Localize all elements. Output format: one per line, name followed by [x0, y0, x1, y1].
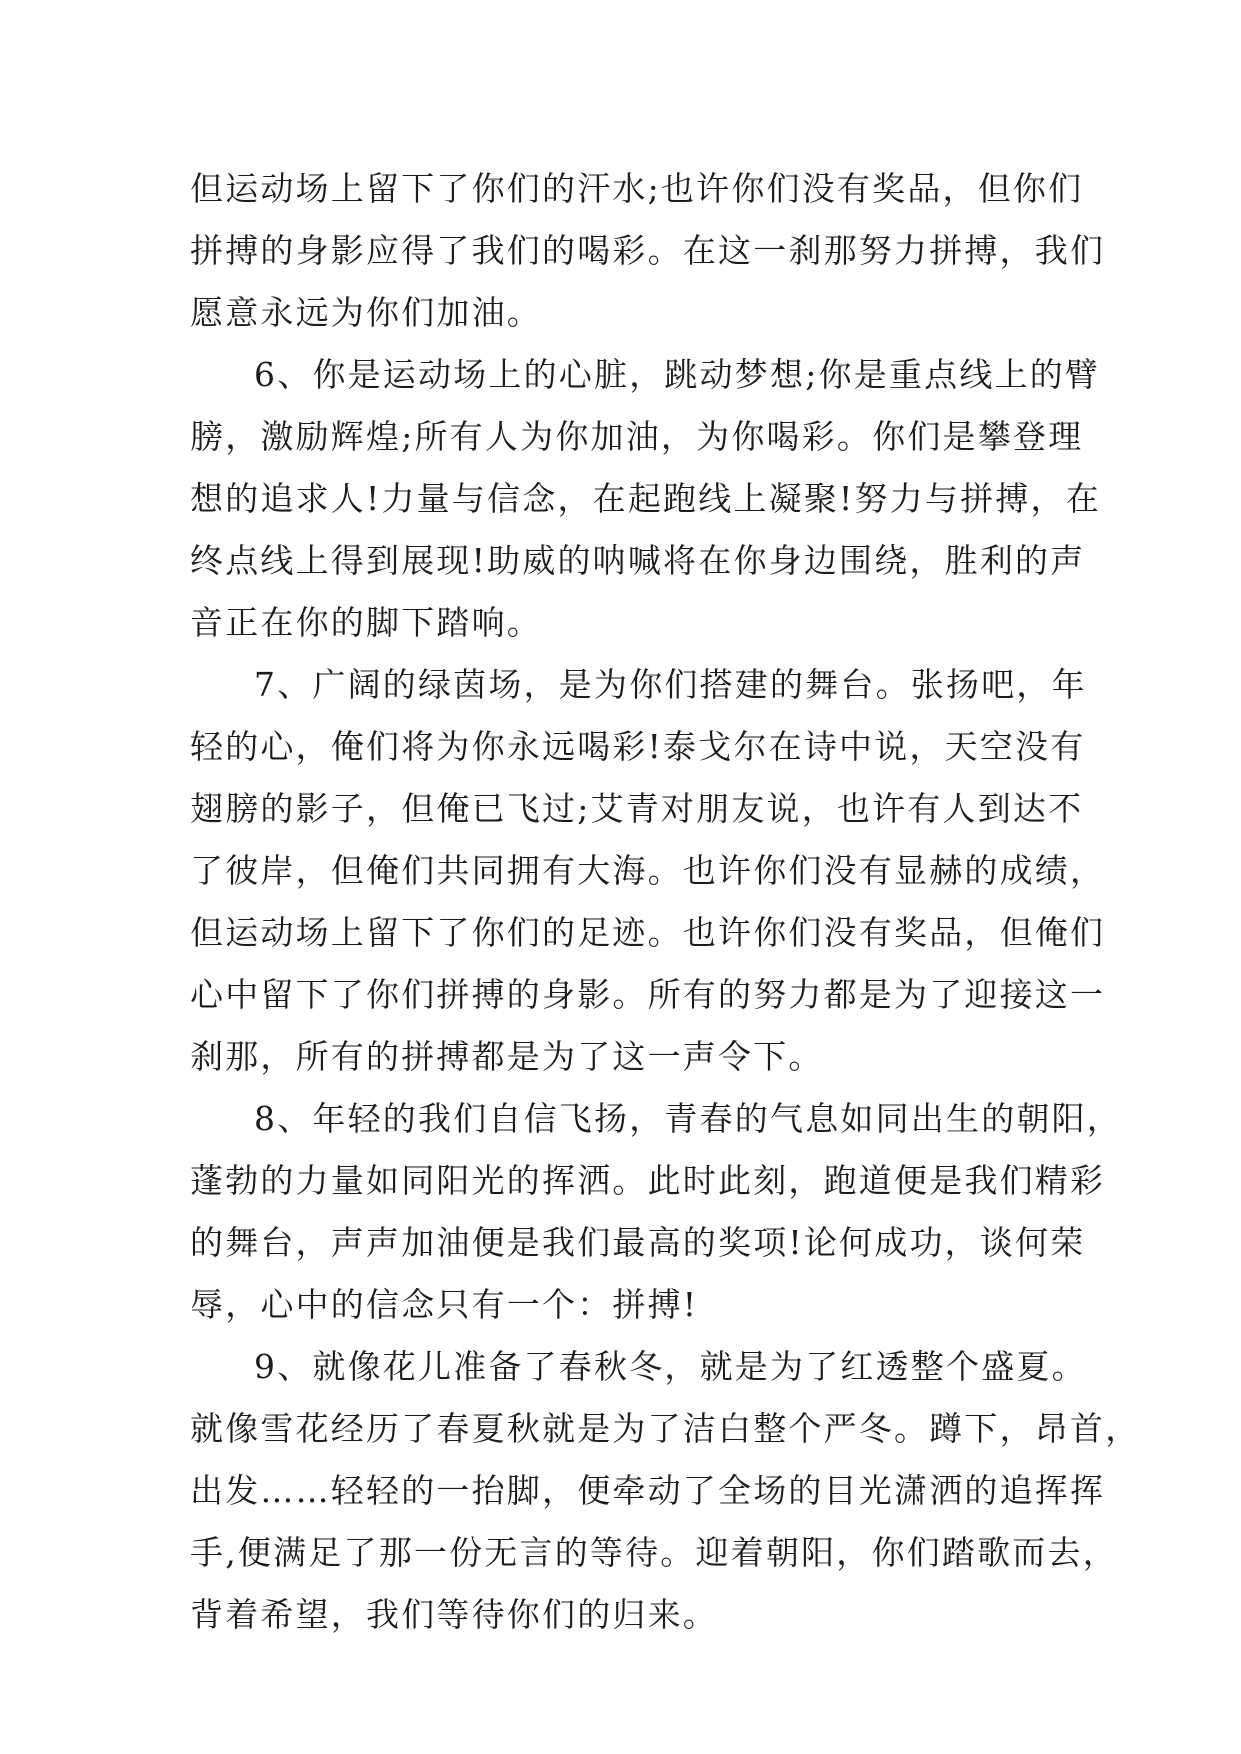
- paragraph-7-start: 7、广阔的绿茵场，是为你们搭建的舞台。张扬吧，年: [254, 665, 1087, 704]
- text-line: 了彼岸，但俺们共同拥有大海。也许你们没有显赫的成绩，: [190, 851, 1106, 890]
- text-line: 心中留下了你们拼搏的身影。所有的努力都是为了迎接这一: [190, 975, 1106, 1014]
- body-text: [190, 158, 1141, 1646]
- text-line: 但运动场上留下了你们的汗水;也许你们没有奖品，但你们: [190, 169, 1084, 208]
- text-line: 愿意永远为你们加油。: [190, 293, 542, 332]
- paragraph-8-start: 8、年轻的我们自信飞扬，青春的气息如同出生的朝阳，: [254, 1099, 1122, 1138]
- text-line: 出发……轻轻的一抬脚，便牵动了全场的目光潇洒的追挥挥: [190, 1471, 1106, 1510]
- text-line: 轻的心，俺们将为你永远喝彩!泰戈尔在诗中说，天空没有: [190, 727, 1086, 766]
- text-line: 就像雪花经历了春夏秋就是为了洁白整个严冬。蹲下，昂首，: [190, 1409, 1141, 1448]
- text-line: 但运动场上留下了你们的足迹。也许你们没有奖品，但俺们: [190, 913, 1106, 952]
- text-line: 刹那，所有的拼搏都是为了这一声令下。: [190, 1037, 824, 1076]
- text-line: 终点线上得到展现!助威的呐喊将在你身边围绕，胜利的声: [190, 541, 1086, 580]
- text-line: 手,便满足了那一份无言的等待。迎着朝阳，你们踏歌而去，: [190, 1533, 1118, 1572]
- text-line: 拼搏的身影应得了我们的喝彩。在这一刹那努力拼搏，我们: [190, 231, 1106, 270]
- paragraph-6-start: 6、你是运动场上的心脏，跳动梦想;你是重点线上的臂: [254, 355, 1101, 394]
- text-line: 背着希望，我们等待你们的归来。: [190, 1595, 718, 1634]
- paragraph-9-start: 9、就像花儿准备了春秋冬，就是为了红透整个盛夏。: [254, 1347, 1087, 1386]
- text-line: 想的追求人!力量与信念，在起跑线上凝聚!努力与拼搏，在: [190, 479, 1101, 518]
- text-line: 辱，心中的信念只有一个：拼搏!: [190, 1285, 699, 1324]
- text-line: 翅膀的影子，但俺已飞过;艾青对朋友说，也许有人到达不: [190, 789, 1084, 828]
- text-line: 的舞台，声声加油便是我们最高的奖项!论何成功，谈何荣: [190, 1223, 1086, 1262]
- text-line: 膀，激励辉煌;所有人为你加油，为你喝彩。你们是攀登理: [190, 417, 1084, 456]
- text-line: 音正在你的脚下踏响。: [190, 603, 542, 642]
- text-line: 蓬勃的力量如同阳光的挥洒。此时此刻，跑道便是我们精彩: [190, 1161, 1106, 1200]
